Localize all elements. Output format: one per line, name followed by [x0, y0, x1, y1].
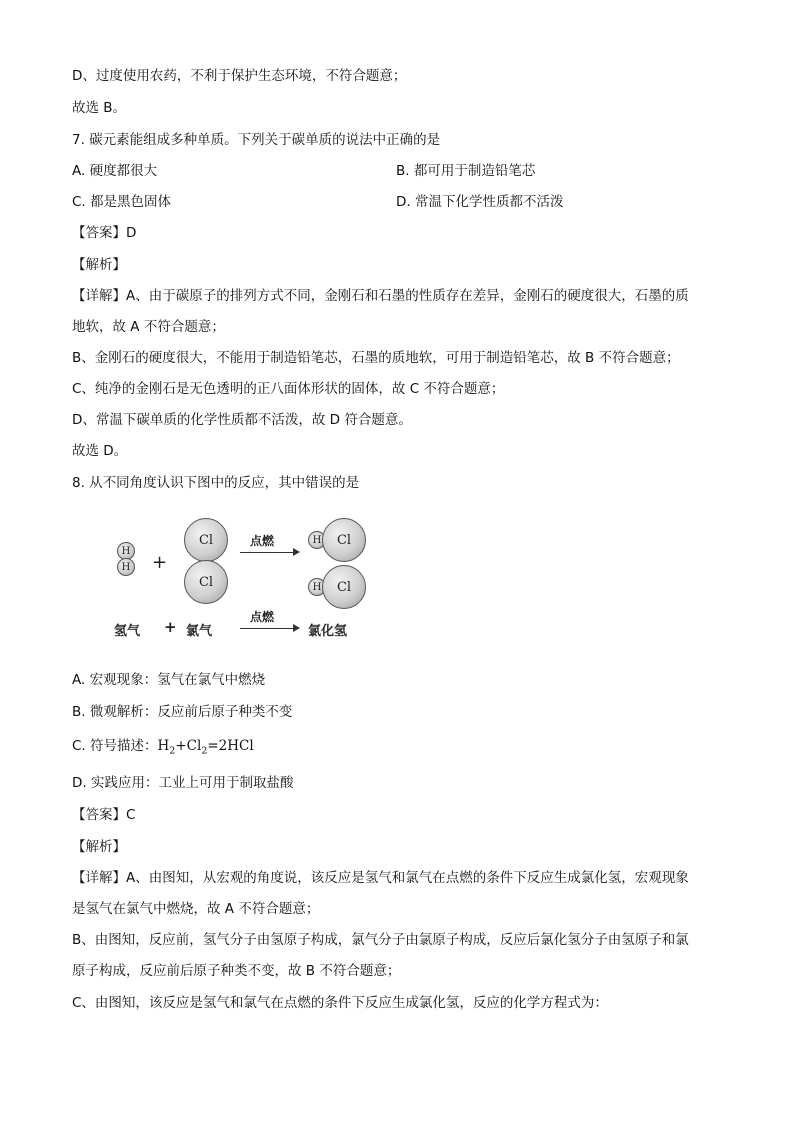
text-line: B、由图知，反应前，氢气分子由氢原子构成，氯气分子由氯原子构成，反应后氯化氢分子由氢原子和氯 — [72, 932, 689, 948]
chlorine-atom: Cl — [322, 518, 366, 562]
plus-sign: + — [164, 618, 177, 636]
text-line: 【详解】A、由于碳原子的排列方式不同，金刚石和石墨的性质存在差异，金刚石的硬度很大，石墨的质 — [72, 288, 689, 304]
reaction-arrow — [240, 628, 298, 629]
hydrogen-atom: H — [117, 542, 135, 560]
text-line: 【详解】A、由图知，从宏观的角度说，该反应是氢气和氯气在点燃的条件下反应生成氯化氢，宏观现象 — [72, 870, 689, 886]
question-7: 7. 碳元素能组成多种单质。下列关于碳单质的说法中正确的是 — [72, 132, 441, 148]
text-line: D、常温下碳单质的化学性质都不活泼，故 D 符合题意。 — [72, 412, 412, 428]
hydrogen-atom: H — [308, 531, 326, 549]
hydrogen-atom: H — [308, 578, 326, 596]
text-line: 故选 D。 — [72, 443, 128, 459]
option-c-prefix: C. 符号描述： — [72, 738, 158, 754]
q8-analysis-label: 【解析】 — [72, 839, 126, 855]
text-line: B、金刚石的硬度很大，不能用于制造铅笔芯，石墨的质地软，可用于制造铅笔芯，故 B 不符合题意； — [72, 350, 680, 366]
text-line: C、纯净的金刚石是无色透明的正八面体形状的固体，故 C 不符合题意； — [72, 381, 505, 397]
q8-option-d: D. 实践应用：工业上可用于制取盐酸 — [72, 775, 294, 791]
q8-option-a: A. 宏观现象：氢气在氯气中燃烧 — [72, 672, 266, 688]
q7-answer: 【答案】D — [72, 225, 137, 241]
q7-analysis-label: 【解析】 — [72, 257, 126, 273]
q7-option-a: A. 硬度都很大 — [72, 163, 158, 179]
hydrogen-atom: H — [117, 558, 135, 576]
reaction-condition: 点燃 — [250, 610, 275, 624]
reaction-condition: 点燃 — [250, 534, 275, 548]
chlorine-atom: Cl — [322, 565, 366, 609]
q7-option-b: B. 都可用于制造铅笔芯 — [396, 163, 536, 179]
q8-option-b: B. 微观解析：反应前后原子种类不变 — [72, 704, 293, 720]
q8-answer: 【答案】C — [72, 807, 136, 823]
text-line: 地软，故 A 不符合题意； — [72, 319, 225, 335]
text-line: C、由图知，该反应是氢气和氯气在点燃的条件下反应生成氯化氢，反应的化学方程式为： — [72, 995, 608, 1011]
q7-option-d: D. 常温下化学性质都不活泼 — [396, 194, 564, 210]
text-line: 是氢气在氯气中燃烧，故 A 不符合题意； — [72, 901, 320, 917]
text-line: 故选 B。 — [72, 100, 127, 116]
reaction-diagram — [108, 512, 378, 642]
question-8: 8. 从不同角度认识下图中的反应，其中错误的是 — [72, 475, 360, 491]
reactant-hydrogen: 氢气 — [114, 624, 141, 639]
text-line: 原子构成，反应前后原子种类不变，故 B 不符合题意； — [72, 963, 401, 979]
text-line: D、过度使用农药，不利于保护生态环境，不符合题意； — [72, 68, 407, 84]
chlorine-atom: Cl — [184, 560, 228, 604]
chemical-equation: $H_2+Cl_2=2HCl$ — [157, 738, 254, 757]
product-hydrogen-chloride: 氯化氢 — [308, 624, 348, 639]
q8-option-c — [72, 736, 254, 756]
reaction-arrow — [240, 552, 298, 553]
plus-sign: + — [152, 552, 168, 573]
chlorine-atom: Cl — [184, 518, 228, 562]
reactant-chlorine: 氯气 — [186, 624, 213, 639]
q7-option-c: C. 都是黑色固体 — [72, 194, 172, 210]
